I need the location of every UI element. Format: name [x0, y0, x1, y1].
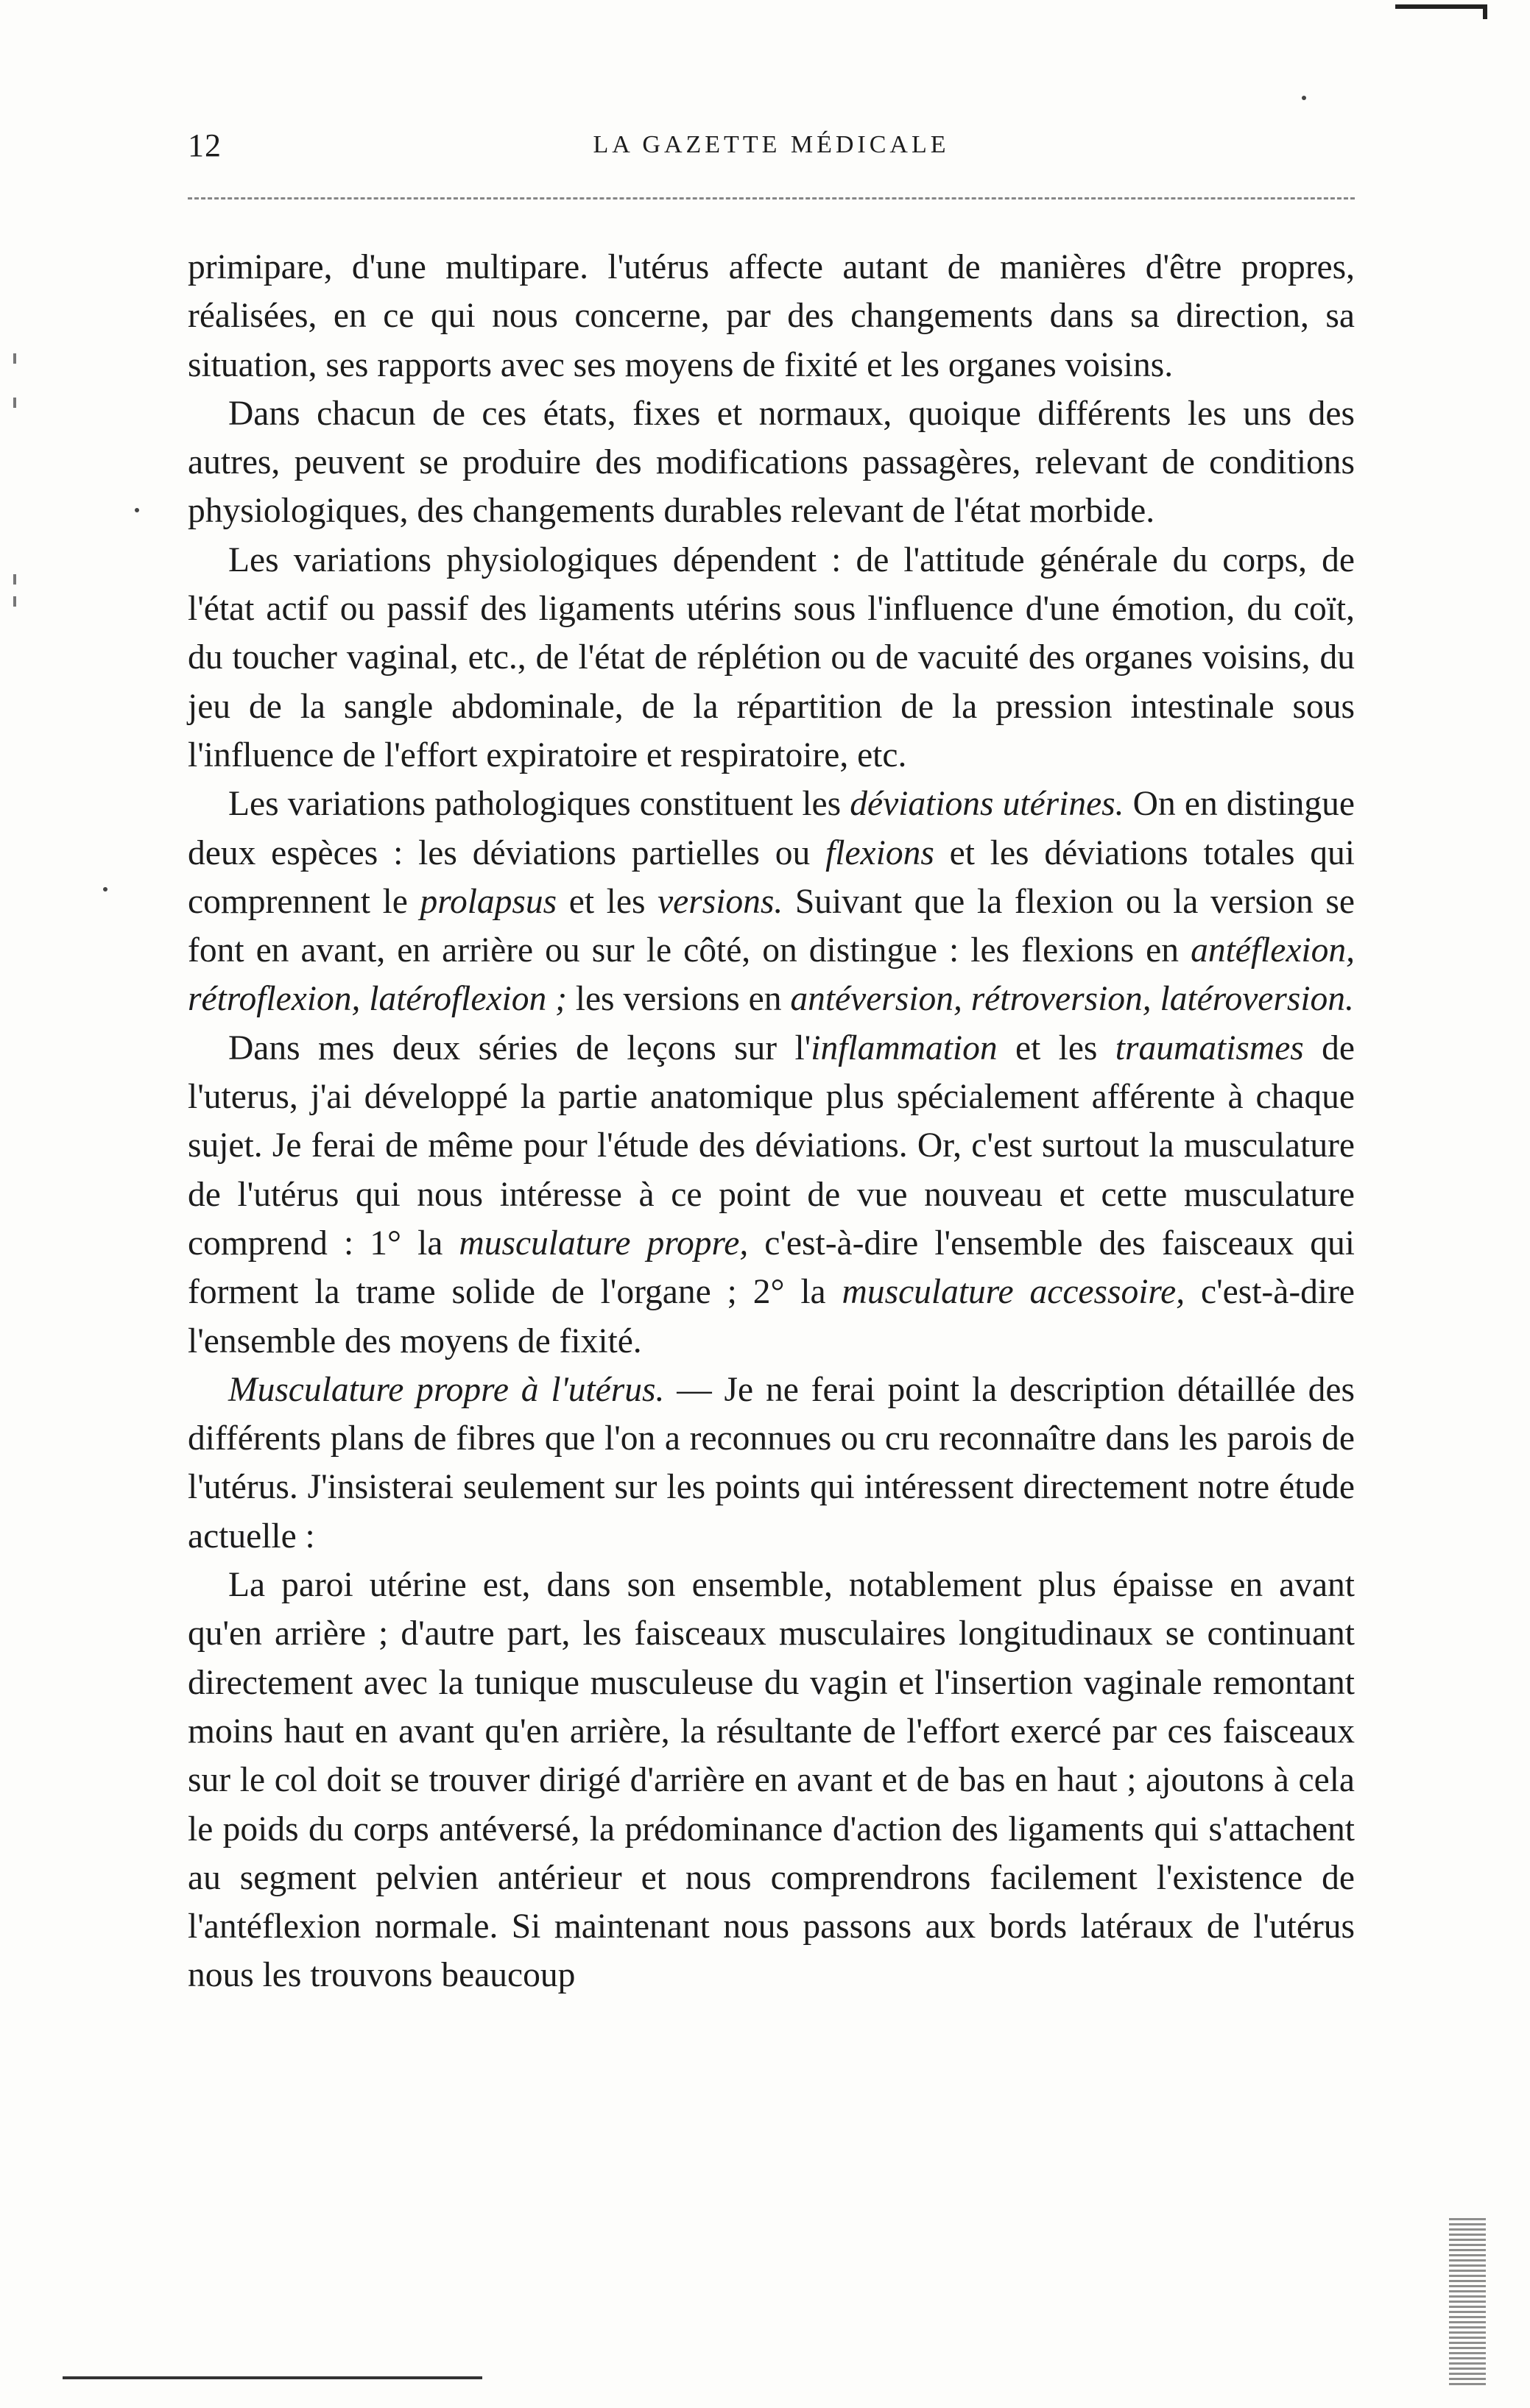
- text-run: Les variations pathologiques constituent les: [228, 785, 850, 824]
- speck: [135, 508, 139, 512]
- text-run: La paroi utérine est, dans son ensemble, notablement plus épaisse en avant qu'en arrière ; d'autre part, les faisceaux musculaires longitudinaux se continuant directement avec la tunique musculeuse du vagin et l'insertion vaginale remontant moins haut en avant qu'en arrière, la résultante de l'effort exercé par ces faisceaux sur le col doit se trouver dirigé d'arrière en avant et de bas en haut ; ajoutons à cela le poids du corps antéversé, la prédominance d'action des ligaments qui s'attachent au segment pelvien antérieur et nous comprendrons facilement l'existence de l'antéflexion normale. Si maintenant nous passons aux bords latéraux de l'utérus nous les trouvons beaucoup: [188, 1566, 1355, 1995]
- italic-term: versions.: [658, 882, 783, 921]
- italic-term: prolapsus: [420, 882, 557, 921]
- text-run: On en distingue deux espèces : les déviations partielles ou: [188, 785, 1355, 872]
- text-run: de l'uterus, j'ai développé la partie anatomique plus spécialement afférente à chaque sujet. Je ferai de même pour l'étude des déviations. Or, c'est surtout la musculature de l'utérus qui nous intéresse à ce point de vue nouveau et cette musculature comprend : 1° la: [188, 1028, 1356, 1263]
- italic-term: Musculature propre à l'utérus.: [228, 1370, 665, 1409]
- text-run: et les: [997, 1028, 1115, 1067]
- text-run: Dans mes deux séries de leçons sur l': [228, 1028, 811, 1067]
- text-run: les versions en: [566, 980, 791, 1019]
- running-head: LA GAZETTE MÉDICALE: [593, 131, 950, 158]
- scan-edge-noise: [1449, 2216, 1486, 2385]
- scan-edge-mark: [1395, 4, 1487, 9]
- margin-specks: [13, 353, 21, 648]
- speck: [103, 887, 107, 891]
- paragraph: [188, 1024, 1355, 1366]
- italic-term: musculature accessoire,: [842, 1273, 1185, 1312]
- text-run: c'est-à-dire l'ensemble des faisceaux qui forment la trame solide de l'organe ; 2° la: [188, 1224, 1355, 1312]
- italic-term: inflammation: [811, 1028, 998, 1067]
- italic-term: antéversion, rétroversion, latéroversion.: [790, 980, 1354, 1019]
- header-rule: [188, 197, 1355, 200]
- italic-term: flexions: [825, 833, 934, 872]
- italic-term: déviations utérines.: [850, 785, 1124, 824]
- paragraph: [188, 389, 1355, 536]
- paragraph: [188, 243, 1355, 389]
- paragraph: [188, 1561, 1355, 2000]
- paragraph: [188, 1366, 1355, 1561]
- text-run: c'est-à-dire l'ensemble des moyens de fixité.: [188, 1273, 1355, 1360]
- text-run: et les déviations totales qui comprennent le: [188, 833, 1355, 921]
- body-text: [188, 243, 1355, 2000]
- italic-term: musculature propre,: [459, 1224, 749, 1263]
- text-run: Les variations physiologiques dépendent : de l'attitude générale du corps, de l'état actif ou passif des ligaments utérins sous l'influence d'une émotion, du coït, du toucher vaginal, etc., de l'état de réplétion ou de vacuité des organes voisins, du jeu de la sangle abdominale, de la répartition de la pression intestinale sous l'influence de l'effort expiratoire et respiratoire, etc.: [188, 540, 1355, 774]
- italic-term: traumatismes: [1115, 1028, 1304, 1067]
- text-run: primipare, d'une multipare. l'utérus affecte autant de manières d'être propres, réalisées, en ce qui nous concerne, par des changements dans sa direction, sa situation, ses rapports avec ses moyens de fixité et les organes voisins.: [188, 248, 1355, 384]
- text-run: et les: [557, 882, 658, 921]
- text-run: — Je ne ferai point la description détaillée des différents plans de fibres que l'on a reconnues ou cru reconnaître dans les parois de l'utérus. J'insisterai seulement sur les points qui intéressent directement notre étude actuelle :: [188, 1370, 1356, 1556]
- page-number: 12: [188, 127, 222, 163]
- bottom-rule: [63, 2376, 482, 2379]
- text-run: Dans chacun de ces états, fixes et normaux, quoique différents les uns des autres, peuvent se produire des modifications passagères, relevant de conditions physiologiques, des changements durables relevant de l'état morbide.: [188, 394, 1355, 531]
- speck: [1302, 96, 1306, 100]
- paragraph: [188, 536, 1355, 780]
- italic-term: antéflexion, rétroflexion, latéroflexion ;: [188, 931, 1355, 1019]
- text-run: Suivant que la flexion ou la version se font en avant, en arrière ou sur le côté, on distingue : les flexions en: [188, 882, 1355, 970]
- page-header: [188, 127, 1355, 178]
- paragraph: [188, 780, 1355, 1023]
